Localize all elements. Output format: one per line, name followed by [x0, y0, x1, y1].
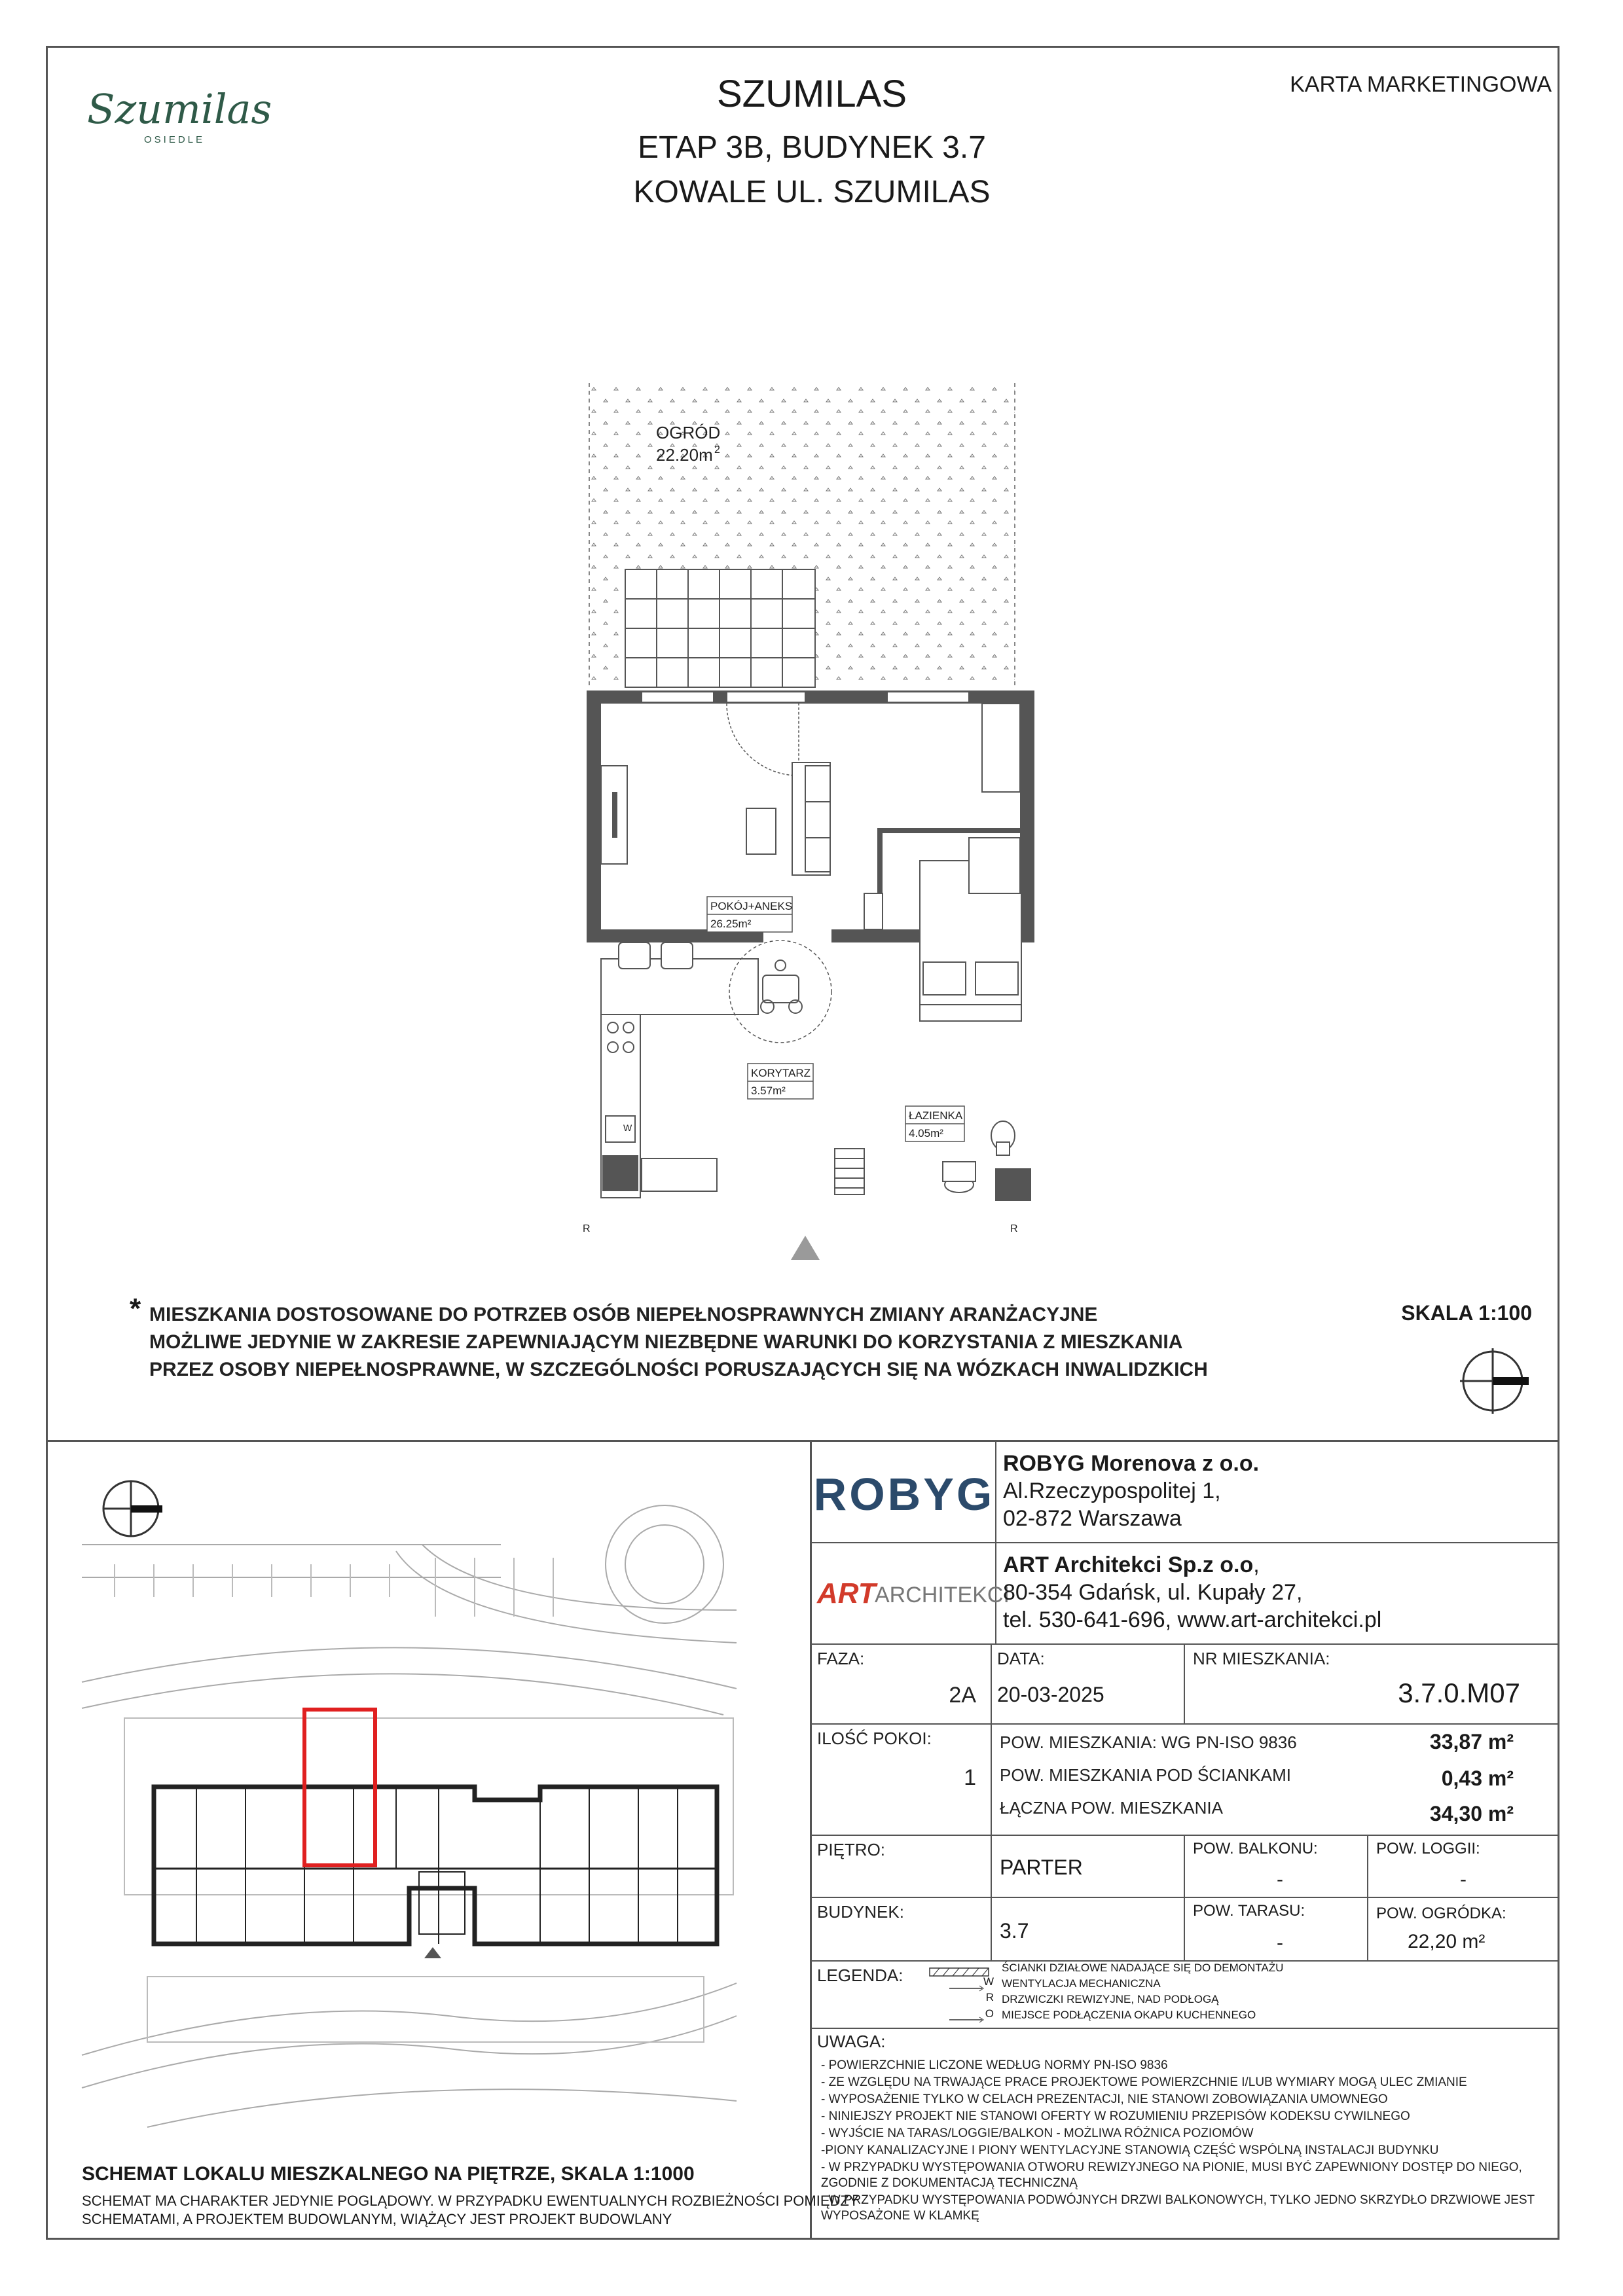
area2-label: POW. MIESZKANIA POD ŚCIANKAMI [1000, 1765, 1291, 1785]
nr-value: 3.7.0.M07 [1398, 1677, 1520, 1708]
area1-value: 33,87 m² [1429, 1730, 1514, 1753]
faza-label: FAZA: [817, 1649, 865, 1668]
pietro-label-cell [812, 1836, 992, 1898]
robyg-logo-cell [812, 1442, 996, 1543]
terrace-tiles [625, 569, 815, 687]
notes-label: UWAGA: [817, 2032, 886, 2051]
note-item-1: - POWIERZCHNIE LICZONE WEDŁUG NORMY PN-ISO 9836 [821, 2058, 1168, 2072]
legend-label: LEGENDA: [817, 1965, 903, 1985]
architect-name: ART Architekci Sp.z o.o [1003, 1552, 1254, 1577]
architect-name-line [1003, 1552, 1260, 1578]
legend-text-1: ŚCIANKI DZIAŁOWE NADAJĄCE SIĘ DO DEMONTAŻU [1002, 1962, 1284, 1974]
svg-text:4.05m²: 4.05m² [909, 1127, 943, 1139]
garden-label: OGRÓD [656, 423, 721, 442]
note-item-10: WYPOSAŻONE W KLAMKĘ [821, 2209, 979, 2223]
note-item-5: - WYJŚCIE NA TARAS/LOGGIE/BALKON - MOŻLIWA RÓŻNICA POZIOMÓW [821, 2126, 1254, 2140]
window-right [887, 692, 969, 702]
pokoje-cell [812, 1725, 992, 1836]
balkon-label: POW. BALKONU: [1193, 1840, 1318, 1857]
note-line-1: MIESZKANIA DOSTOSOWANE DO POTRZEB OSÓB NIEPEŁNOSPRAWNYCH ZMIANY ARANŻACYJNE [149, 1304, 1098, 1325]
architect-name-comma: , [1253, 1552, 1260, 1577]
area2-value: 0,43 m² [1441, 1767, 1514, 1790]
asterisk: * [130, 1293, 141, 1325]
ogrodek-cell [1368, 1898, 1559, 1962]
ogrodek-label: POW. OGRÓDKA: [1376, 1905, 1506, 1922]
nr-cell [1185, 1645, 1559, 1725]
note-line-3: PRZEZ OSOBY NIEPEŁNOSPRAWNE, W SZCZEGÓLNOŚCI PORUSZAJĄCYCH SIĘ NA WÓZKACH INWALIDZKICH [149, 1359, 1208, 1380]
balkon-value: - [1277, 1869, 1283, 1890]
door-swing [727, 704, 799, 776]
subtitle-stage: ETAP 3B, BUDYNEK 3.7 [638, 130, 986, 165]
taras-cell [1185, 1898, 1368, 1962]
shaft-right [995, 1168, 1031, 1201]
shaft-left [602, 1155, 638, 1191]
budynek-cell [992, 1898, 1185, 1962]
room-label-living [707, 897, 792, 932]
investor-cell [996, 1442, 1559, 1543]
szumilas-logo [82, 77, 272, 156]
loggia-cell [1368, 1836, 1559, 1898]
legend-text-4: MIEJSCE PODŁĄCZENIA OKAPU KUCHENNEGO [1002, 2009, 1256, 2021]
data-label: DATA: [997, 1649, 1045, 1668]
architect-address: 80-354 Gdańsk, ul. Kupały 27, [1003, 1580, 1303, 1605]
faza-value: 2A [949, 1683, 976, 1708]
card-type-label: KARTA MARKETINGOWA [1290, 72, 1552, 97]
budynek-label: BUDYNEK: [817, 1902, 904, 1922]
garden-area-label: 22.20m [656, 445, 713, 465]
logo-sub: OSIEDLE [144, 134, 206, 145]
legend-text-3: DRZWICZKI REWIZYJNE, NAD PODŁOGĄ [1002, 1993, 1219, 2005]
entry-grate [835, 1149, 864, 1194]
taras-value: - [1277, 1932, 1283, 1954]
art-logo-mark: ART [817, 1577, 876, 1609]
ogrodek-value: 22,20 m² [1408, 1931, 1486, 1952]
svg-text:26.25m²: 26.25m² [710, 918, 752, 930]
svg-text:KORYTARZ: KORYTARZ [751, 1067, 811, 1079]
area1-label: POW. MIESZKANIA: WG PN-ISO 9836 [1000, 1732, 1297, 1752]
legend-cell [812, 1962, 1559, 2029]
architect-cell [996, 1543, 1559, 1645]
data-cell [992, 1645, 1185, 1725]
investor-address-1: Al.Rzeczypospolitej 1, [1003, 1479, 1221, 1503]
note-item-4: - NINIEJSZY PROJEKT NIE STANOWI OFERTY W ROZUMIENIU PRZEPISÓW KODEKSU CYWILNEGO [821, 2109, 1410, 2123]
area3-value: 34,30 m² [1429, 1802, 1514, 1825]
investor-name: ROBYG Morenova z o.o. [1003, 1451, 1260, 1476]
budynek-value: 3.7 [1000, 1919, 1029, 1943]
site-schema [82, 1460, 802, 2153]
legend-sym-r: R [985, 1991, 994, 2003]
stool-1 [619, 942, 650, 969]
legend-text-2: WENTYLACJA MECHANICZNA [1002, 1977, 1161, 1990]
svg-text:POKÓJ+ANEKS: POKÓJ+ANEKS [710, 900, 793, 912]
sofa [792, 762, 830, 875]
legend-sym-w: W [983, 1975, 994, 1988]
logo-script: Szumilas [87, 85, 272, 133]
area3-label: ŁĄCZNA POW. MIESZKANIA [1000, 1798, 1223, 1818]
pietro-label: PIĘTRO: [817, 1840, 886, 1859]
room-label-corridor [748, 1064, 813, 1099]
cabinet [642, 1158, 717, 1191]
faza-cell [812, 1645, 992, 1725]
svg-text:ŁAZIENKA: ŁAZIENKA [909, 1109, 963, 1122]
budynek-label-cell [812, 1898, 992, 1962]
legend-sym-o: O [985, 2007, 994, 2020]
scale-label: SKALA 1:100 [1401, 1301, 1532, 1325]
north-arrow-icon [1457, 1345, 1535, 1424]
entrance-arrow [791, 1236, 820, 1260]
note-item-9: - W PRZYPADKU WYSTĘPOWANIA PODWÓJNYCH DRZWI BALKONOWYCH, TYLKO JEDNO SKRZYDŁO DRZWIOWE JEST [821, 2193, 1535, 2207]
schema-title: SCHEMAT LOKALU MIESZKALNEGO NA PIĘTRZE, SKALA 1:1000 [82, 2163, 695, 2185]
mark-r-right: R [1010, 1223, 1018, 1234]
note-item-6: -PIONY KANALIZACYJNE I PIONY WENTYLACYJNE STANOWIĄ CZĘŚĆ WSPÓLNĄ INSTALACJI BUDYNKU [821, 2144, 1439, 2157]
art-logo-text: ARCHITEKCI [875, 1583, 1010, 1607]
robyg-logo: ROBYG [813, 1469, 995, 1520]
note-item-3: - WYPOSAŻENIE TYLKO W CELACH PREZENTACJI, NIE STANOWI ZOBOWIĄZANIA UMOWNEGO [821, 2092, 1388, 2106]
wheelchair-icon [761, 960, 802, 1013]
mark-w: W [623, 1122, 632, 1133]
schema-note-1: SCHEMAT MA CHARAKTER JEDYNIE POGLĄDOWY. W PRZYPADKU EWENTUALNYCH ROZBIEŻNOŚCI POMIĘDZY [82, 2193, 859, 2209]
pokoje-value: 1 [964, 1765, 976, 1790]
loggia-value: - [1460, 1869, 1467, 1890]
notes-cell [812, 2029, 1559, 2240]
data-value: 20-03-2025 [997, 1683, 1104, 1706]
nr-label: NR MIESZKANIA: [1193, 1649, 1330, 1668]
areas-cell [992, 1725, 1559, 1836]
page-title: SZUMILAS [716, 73, 907, 115]
note-item-7: - W PRZYPADKU WYSTĘPOWANIA OTWORU REWIZYJNEGO NA PIONIE, MUSI BYĆ ZAPEWNIONY DOSTĘP DO NIEGO, [821, 2161, 1522, 2174]
coffee-table [746, 808, 776, 854]
floor-plan [576, 373, 1074, 1263]
building-outline [154, 1787, 717, 1944]
note-item-8: ZGODNIE Z DOKUMENTACJĄ TECHNICZNĄ [821, 2176, 1078, 2190]
window-left [642, 692, 714, 702]
garden-area-sup: 2 [714, 444, 720, 456]
svg-text:3.57m²: 3.57m² [751, 1085, 786, 1097]
balkon-cell [1185, 1836, 1368, 1898]
mark-r-left: R [583, 1223, 591, 1234]
taras-label: POW. TARASU: [1193, 1902, 1305, 1920]
pietro-cell [992, 1836, 1185, 1898]
wardrobe [982, 704, 1020, 792]
entrance-arrow-small [424, 1947, 441, 1958]
note-item-2: - ZE WZGLĘDU NA TRWAJĄCE PRACE PROJEKTOWE POWIERZCHNIE I/LUB WYMIARY MOGĄ ULEC ZMIANIE [821, 2075, 1467, 2089]
art-logo-cell [812, 1543, 1010, 1645]
pietro-value: PARTER [1000, 1856, 1083, 1879]
note-line-2: MOŻLIWE JEDYNIE W ZAKRESIE ZAPEWNIAJĄCYM NIEZBĘDNE WARUNKI DO KORZYSTANIA Z MIESZKANIA [149, 1331, 1183, 1353]
investor-address-2: 02-872 Warszawa [1003, 1506, 1182, 1531]
pokoje-label: ILOŚĆ POKOI: [817, 1729, 932, 1748]
schema-note-2: SCHEMATAMI, A PROJEKTEM BUDOWLANYM, WIĄŻĄCY JEST PROJEKT BUDOWLANY [82, 2211, 672, 2227]
room-label-bathroom [905, 1106, 964, 1141]
window-door [727, 692, 805, 702]
loggia-label: POW. LOGGII: [1376, 1840, 1480, 1857]
subtitle-location: KOWALE UL. SZUMILAS [633, 175, 991, 209]
stool-2 [661, 942, 693, 969]
architect-contact: tel. 530-641-696, www.art-architekci.pl [1003, 1607, 1382, 1632]
